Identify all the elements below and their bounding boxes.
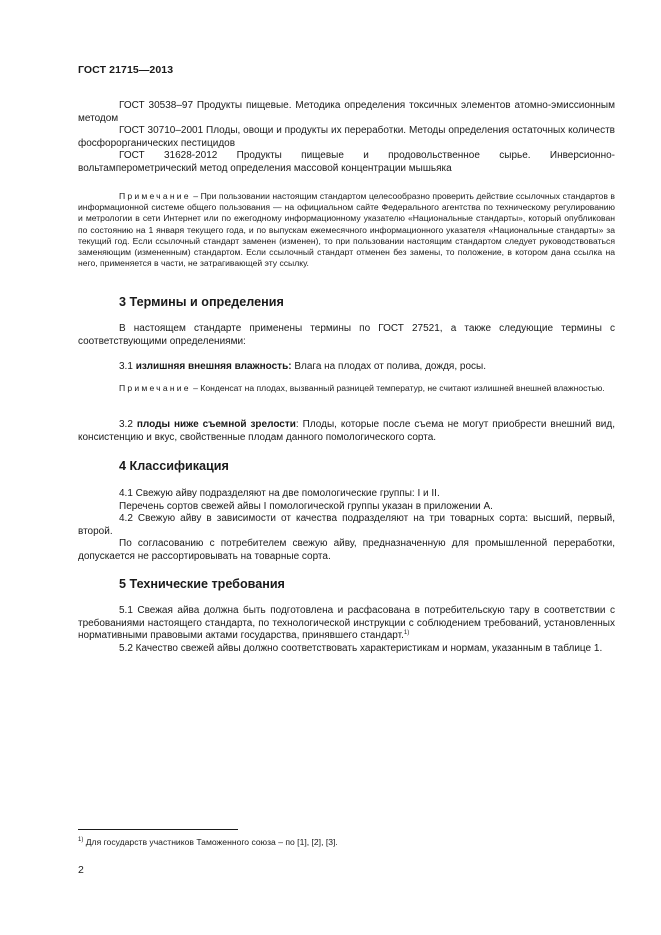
note-text: – При пользовании настоящим стандартом целесообразно проверить действие ссылочных стандартов в информационной системе общего пользования — на официальном сайте Федерального агентства по техническому регулированию и метрологии в сети Интернет или по ежегодному информационному указателю «Национальные стандарты», который опубликован по состоянию на 1 января текущего года, и по выпускам ежемесячного информационного указателя «Национальные стандарты» за текущий год. Если ссылочный стандарт заменен (изменен), то при пользовании настоящим стандартом следует руководствоваться заменяющим (измененным) стандартом. Если ссылочный стандарт отменен без замены, то положение, в котором дана ссылка на него, применяется в части, не затрагивающей эту ссылку. <box>78 191 615 269</box>
section-3-heading: 3 Термины и определения <box>119 295 284 309</box>
note-text: – Конденсат на плодах, вызванный разницей температур, не считают излишней внешней влажностью. <box>193 383 605 393</box>
section-4-body <box>78 488 615 564</box>
footnote-ref: 1) <box>403 630 410 637</box>
term-definition: Влага на плодах от полива, дождя, росы. <box>294 361 486 372</box>
reference-item: ГОСТ 30538–97 Продукты пищевые. Методика определения токсичных элементов атомно-эмиссионным методом <box>78 100 615 124</box>
term-3-2: 3.2 плоды ниже съемной зрелости: Плоды, которые после съема не могут приобрести внешний вид, консистенцию и вкус, свойственные плодам данного помологического сорта. <box>78 419 615 443</box>
section-4-heading: 4 Классификация <box>119 459 229 473</box>
note-label: Примечание <box>119 383 191 393</box>
paragraph: 5.1 Свежая айва должна быть подготовлена и расфасована в потребительскую тару в соответствии с требованиями настоящего стандарта, по технологической инструкции с соблюдением требований, установленных нормативными правовыми актами государства, принявшего стандарт.$^{1)}$ <box>78 605 615 642</box>
footnote: $^{1)}$ Для государств участников Таможенного союза – по [1], [2], [3]. <box>78 837 338 847</box>
note-references <box>78 191 615 269</box>
page-number: 2 <box>78 864 84 876</box>
note-term-3-1 <box>78 383 615 394</box>
paragraph: 4.2 Свежую айву в зависимости от качества подразделяют на три товарных сорта: высший, первый, второй. <box>78 513 615 537</box>
normative-references <box>78 100 615 176</box>
paragraph: По согласованию с потребителем свежую айву, предназначенную для промышленной переработки, допускается не рассортировывать на товарные сорта. <box>78 538 615 562</box>
term-name: излишняя внешняя влажность: <box>135 361 292 372</box>
paragraph: 5.2 Качество свежей айвы должно соответствовать характеристикам и нормам, указанным в таблице 1. <box>119 642 603 654</box>
paragraph: 4.1 Свежую айву подразделяют на две помологические группы: I и II. <box>119 488 440 499</box>
term-name: плоды ниже съемной зрелости <box>136 419 296 430</box>
reference-item: ГОСТ 30710–2001 Плоды, овощи и продукты их переработки. Методы определения остаточных количеств фосфорорганических пестицидов <box>78 125 615 149</box>
term-3-1: 3.1 излишняя внешняя влажность: Влага на плодах от полива, дождя, росы. <box>119 361 486 372</box>
paragraph: Перечень сортов свежей айвы I помологической группы указан в приложении А. <box>119 500 493 512</box>
reference-item: ГОСТ 31628-2012 Продукты пищевые и продовольственное сырье. Инверсионно-вольтамперометрический метод определения массовой концентрации мышьяка <box>78 150 615 174</box>
note-label: Примечание <box>119 191 191 201</box>
section-5-body <box>78 605 615 655</box>
section-3-intro: В настоящем стандарте применены термины по ГОСТ 27521, а также следующие термины с соответствующими определениями: <box>78 323 615 347</box>
term-definition: : Плоды, которые после съема не могут приобрести внешний вид, консистенцию и вкус, свойственные плодам данного помологического сорта. <box>78 419 615 443</box>
document-header: ГОСТ 21715—2013 <box>78 64 174 76</box>
section-5-heading: 5 Технические требования <box>119 577 285 591</box>
footnote-divider <box>78 829 238 830</box>
